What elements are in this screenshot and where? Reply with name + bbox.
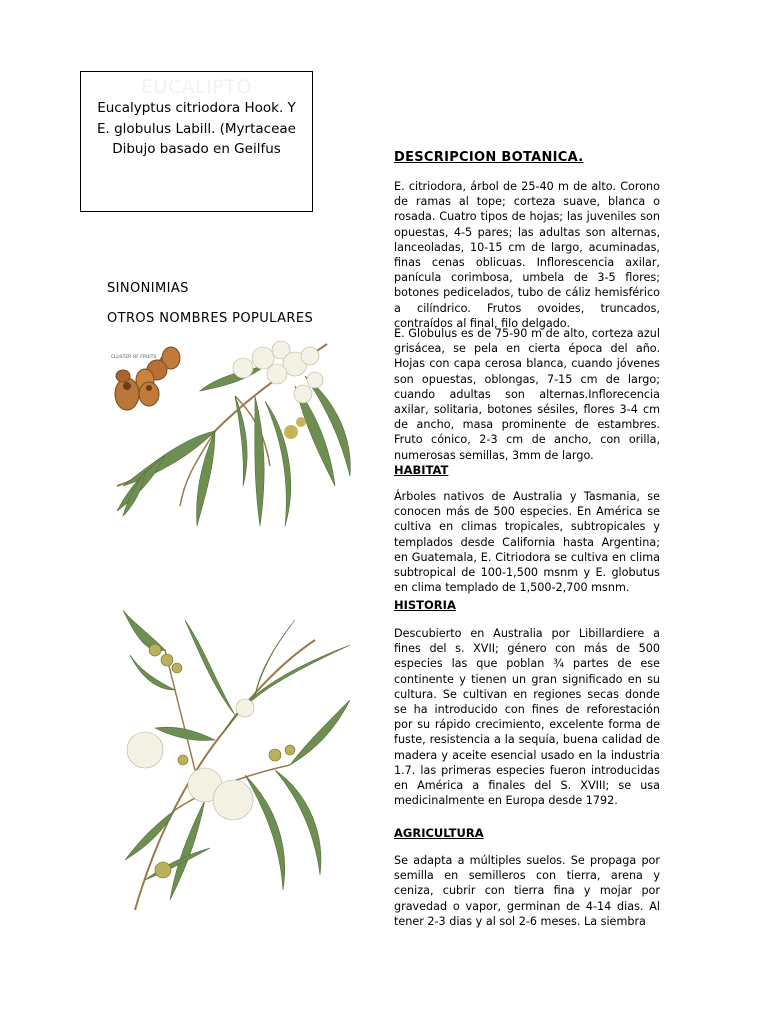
historia-paragraph: Descubierto en Australia por Libillardiere a fines del s. XVII; género con más de 500 especies las que poblan ¾ partes de ese continente y tienen un gran significado en su cultura. Se cultivan en regiones secas donde se ha introducido con fines de reforestación por su rápido crecimiento, excelente forma de fuste, resistencia a la sequía, buena calidad de madera y aceite esencial usado en la industria 1.7. las primeras especies fueron introducidas en América a finales del S. XVIII; se usa medicinalmente en Europa desde 1792.: [394, 627, 660, 808]
agricultura-paragraph: Se adapta a múltiples suelos. Se propaga por semilla en semilleros con tierra, arena y ceniza, cubrir con tierra fina y mojar por gravedad o vapor, germinan de 4-14 dias. Al tener 2-3 dias y al sol 2-6 meses. La siembra: [394, 854, 660, 928]
fruit-cluster-caption: CLUSTER OF FRUITS: [111, 355, 157, 360]
scientific-name-line-3: Dibujo basado en Geilfus: [112, 141, 281, 157]
habitat-paragraph: Árboles nativos de Australia y Tasmania, se conocen más de 500 especies. En América se cultiva en climas tropicales, subtropicales y templados desde California hasta Argentina; en Guatemala, E. Citriodora se cultiva en clima subtropical de 100-1,500 msnm y E. globutus en clima templado de 1,500-2,700 msnm.: [394, 490, 660, 595]
title-box: [80, 71, 313, 212]
eucalyptus-globulus-illustration: [115, 600, 360, 915]
agricultura-clip: [394, 853, 660, 935]
scientific-name-line-2: E. globulus Labill. (Myrtaceae: [97, 120, 296, 137]
descripcion-heading: DESCRIPCION BOTANICA.: [394, 150, 584, 165]
descripcion-paragraph-2: E. Globulus es de 75-90 m de alto, corteza azul grisácea, se pela en cierta época del año. Hojas con capa cerosa blanca, cuando jóvenes son opuestas, oblongas, 7-15 cm de largo; cuando adultas son alternas.Inflorecencia axilar, solitaria, botones sésiles, flores 3-4 cm de ancho, masa prominente de estambres. Fruto cónico, 2-3 cm de ancho, con orilla, numerosas semillas, 3mm de largo.: [394, 327, 660, 462]
agricultura-heading: AGRICULTURA: [394, 826, 484, 840]
descripcion-paragraph-1: E. citriodora, árbol de 25-40 m de alto. Corono de ramas al tope; corteza suave, blanca o rosada. Cuatro tipos de hojas; las juveniles son opuestas, 4-5 pares; las adultas son alternas, lanceoladas, 10-15 cm de largo, acuminadas, finas cenas oblicuas. Inflorescencia axilar, panícula corimbosa, umbela de 3-5 flores; botones pedicelados, tubo de cáliz hemisférico a cilíndrico. Frutos ovoides, truncados, contraídos al final, filo delgado.: [394, 180, 660, 330]
scientific-name-line-1: Eucalyptus citriodora Hook. Y: [97, 100, 296, 116]
eucalyptus-citriodora-illustration: [105, 336, 360, 536]
flower-cluster-icon: [233, 341, 323, 403]
plant-name: EUCALIPTO: [141, 76, 252, 98]
bud-icons: [149, 644, 295, 878]
nombres-populares-heading: OTROS NOMBRES POPULARES: [107, 311, 314, 326]
habitat-heading: HABITAT: [394, 463, 449, 477]
historia-heading: HISTORIA: [394, 598, 456, 612]
sinonimias-heading: SINONIMIAS: [107, 281, 189, 296]
